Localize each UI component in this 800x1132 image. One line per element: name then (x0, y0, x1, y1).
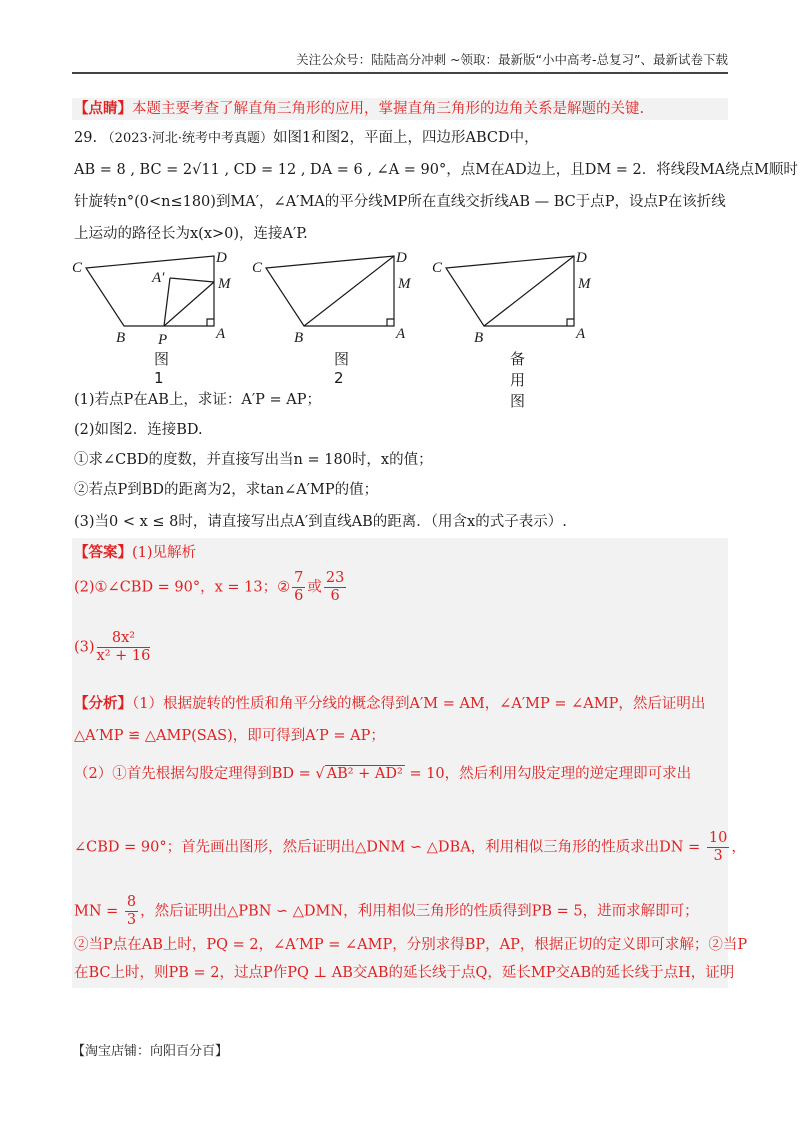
analysis-frac-dn (707, 830, 729, 865)
analysis-tag: 【分析】 (74, 695, 132, 712)
frac2-den: 6 (330, 588, 340, 604)
analysis-l5b: ，然后证明出△PBN ∽ △DMN，利用相似三角形的性质得到PB = 5，进而求解即可； (140, 903, 699, 920)
answer-frac-1 (292, 570, 305, 605)
frac3-num: 8x² (97, 630, 151, 648)
analysis-l5a: MN = (74, 903, 123, 920)
page-footer: 【淘宝店铺：向阳百分百】 (72, 1044, 229, 1059)
answer-1 (74, 543, 728, 563)
analysis-3: （2）①首先根据勾股定理得到BD = √ AB² + AD² = 10，然后利用勾股定理的逆定理即可求出 (74, 766, 692, 782)
page-header: 关注公众号：陆陆高分冲刺 ~领取：最新版“小中高考-总复习”、最新试卷下载 (296, 52, 728, 67)
analysis-frac-mn (125, 894, 138, 929)
analysis-l1: （1）根据旋转的性质和角平分线的概念得到A′M = AM，∠A′MP = ∠AMP，然后证明出 (132, 696, 706, 712)
fig3-label-M: M (578, 276, 591, 292)
fig3-caption: 备用图 (510, 350, 526, 410)
answer-frac-3 (97, 630, 151, 665)
analysis-4 (74, 830, 746, 865)
frac3-den: x² + 16 (96, 648, 151, 664)
fig3-label-C: C (432, 260, 443, 276)
analysis-l3a: （2）①首先根据勾股定理得到BD = (74, 766, 316, 782)
answer-tag: 【答案】 (74, 544, 132, 561)
fig1-label-A-prime: A′ (152, 270, 165, 286)
analysis-l7: 在BC上时，则PB = 2，过点P作PQ ⊥ AB交AB的延长线于点Q，延长MP交AB的延长线于点H，证明 (74, 965, 735, 981)
analysis-l4-end: ， (731, 839, 746, 856)
part1: (1)若点P在AB上，求证：A′P = AP； (74, 392, 322, 408)
fig3-label-B: B (474, 330, 484, 346)
dianjing (74, 99, 728, 119)
l5-num: 8 (126, 894, 137, 910)
analysis-1 (74, 694, 728, 714)
dianjing-text: 本题主要考查了解直角三角形的应用，掌握直角三角形的边角关系是解题的关键. (132, 101, 645, 117)
analysis-l3-root: AB² + AD² (326, 766, 403, 782)
answer-or: 或 (307, 579, 322, 596)
fig1-label-D: D (216, 250, 227, 266)
answer-3 (74, 630, 728, 665)
fig2-label-B: B (294, 330, 304, 346)
fig3-label-A: A (576, 326, 586, 342)
fig1-label-A: A (216, 326, 226, 342)
header-rule (72, 72, 728, 74)
analysis-5 (74, 894, 728, 929)
fig1-label-C: C (72, 260, 83, 276)
answer-2 (74, 570, 728, 605)
question-line1: 如图1和图2，平面上，四边形ABCD中， (273, 130, 539, 146)
l5-den: 3 (126, 912, 137, 928)
geometry-figures (72, 250, 732, 370)
frac1-den: 6 (294, 588, 304, 604)
fig1-label-P: P (158, 332, 168, 348)
fig2-label-D: D (396, 250, 407, 266)
fig2-label-C: C (252, 260, 263, 276)
analysis-l6: ②当P点在AB上时，PQ = 2，∠A′MP = ∠AMP，分别求得BP，AP，根据正切的定义即可求解；②当P (74, 937, 748, 953)
answer-a1: (1)见解析 (132, 545, 197, 561)
fig2-label-M: M (398, 276, 411, 292)
analysis-l2: △A′MP ≌ △AMP(SAS)，即可得到A′P = AP； (74, 728, 385, 744)
answer-a2-prefix: (2)①∠CBD = 90°，x = 13；② (74, 579, 291, 596)
fig1-label-M: M (218, 276, 231, 292)
frac2-num: 23 (325, 570, 345, 586)
dianjing-tag: 【点睛】 (74, 100, 132, 117)
analysis-l4a: ∠CBD = 90°；首先画出图形，然后证明出△DNM ∽ △DBA，利用相似三角形的性质求出DN = (74, 839, 705, 856)
question-line2: AB = 8 , BC = 2√11 , CD = 12 , DA = 6 , ∠A = 90°，点M在AD边上，且DM = 2．将线段MA绕点M顺时 (74, 162, 798, 178)
part2b: ②若点P到BD的距离为2，求tan∠A′MP的值； (74, 482, 379, 498)
part3: (3)当0 < x ≤ 8时，请直接写出点A′到直线AB的距离．（用含x的式子表示）. (74, 514, 567, 530)
l4-num: 10 (708, 830, 728, 846)
part2: (2)如图2．连接BD. (74, 422, 203, 438)
fig3-label-D: D (576, 250, 587, 266)
question-number: 29. (74, 130, 98, 146)
question-source: （2023·河北·统考中考真题） (101, 131, 274, 146)
fig2-caption: 图2 (334, 350, 350, 387)
fig1-label-B: B (116, 330, 126, 346)
part2a: ①求∠CBD的度数，并直接写出当n = 180时，x的值； (74, 452, 433, 468)
question-line4: 上运动的路径长为x(x>0)，连接A′P. (74, 226, 308, 242)
analysis-l3b: = 10，然后利用勾股定理的逆定理即可求出 (404, 766, 692, 782)
fig2-label-A: A (396, 326, 406, 342)
l4-den: 3 (713, 848, 723, 864)
answer-frac-2 (324, 570, 346, 605)
frac1-num: 7 (294, 570, 304, 586)
question-line3: 针旋转n°(0<n≤180)到MA′，∠A′MA的平分线MP所在直线交折线AB — BC于点P，设点P在该折线 (74, 194, 726, 210)
fig1-caption: 图1 (154, 350, 170, 387)
answer-a3-prefix: (3) (74, 639, 95, 656)
question-head (74, 128, 728, 149)
